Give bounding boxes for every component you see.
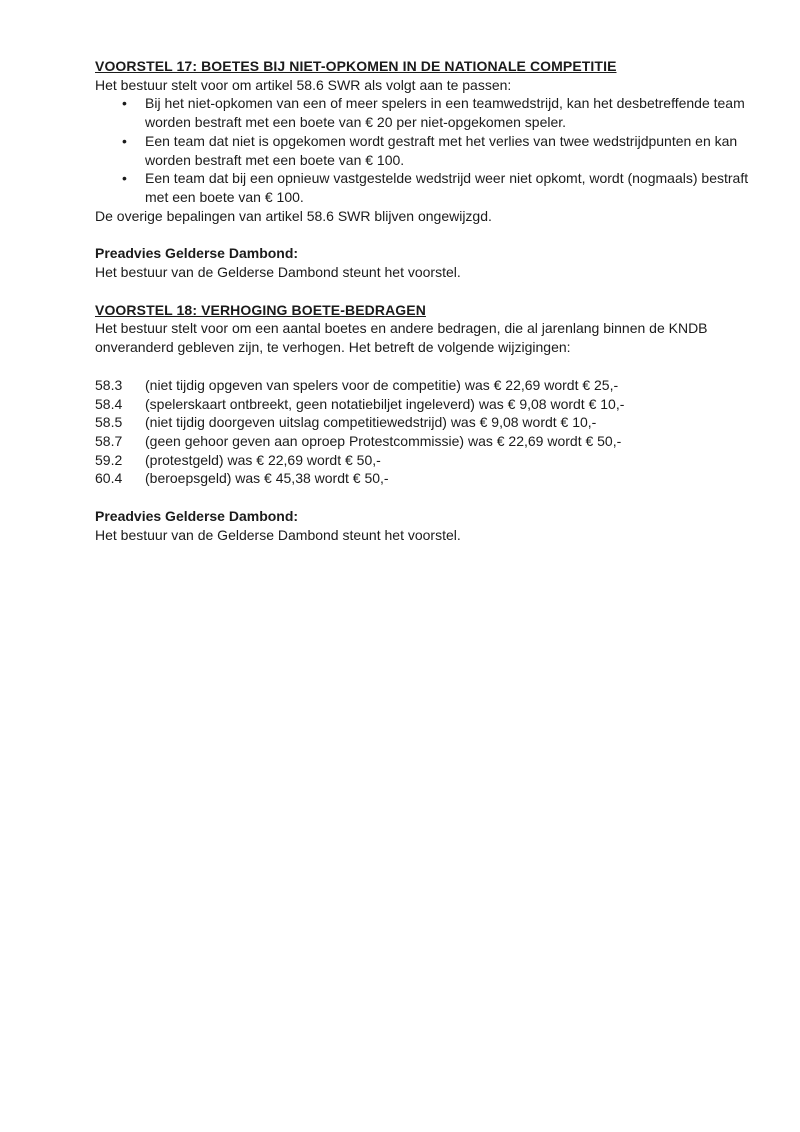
bullet-icon: • [122, 170, 127, 187]
proposal-18-advice [95, 507, 755, 544]
table-row [95, 413, 755, 432]
article-text: (niet tijdig doorgeven uitslag competitiewedstrijd) was € 9,08 wordt € 10,- [145, 414, 597, 431]
proposal-18-heading: VOORSTEL 18: VERHOGING BOETE-BEDRAGEN [95, 301, 426, 318]
article-number: 58.4 [95, 395, 123, 412]
article-number: 58.3 [95, 376, 123, 393]
proposal-17-advice [95, 244, 755, 281]
table-row [95, 432, 755, 451]
article-number: 58.7 [95, 432, 123, 449]
article-text: (niet tijdig opgeven van spelers voor de competitie) was € 22,69 wordt € 25,- [145, 376, 619, 393]
proposal-17-heading: VOORSTEL 17: BOETES BIJ NIET-OPKOMEN IN DE NATIONALE COMPETITIE [95, 58, 617, 74]
advice-heading: Preadvies Gelderse Dambond: [95, 245, 299, 262]
article-number: 60.4 [95, 470, 123, 487]
article-number: 59.2 [95, 451, 123, 468]
bullet-text: Bij het niet-opkomen van een of meer spelers in een teamwedstrijd, kan het desbetreffende team worden bestraft met een boete van € 20 per niet-opgekomen speler. [145, 95, 745, 131]
list-item [95, 169, 755, 206]
fee-change-list [95, 376, 755, 488]
section-proposal-17 [95, 57, 755, 282]
advice-text: Het bestuur van de Gelderse Dambond steunt het voorstel. [95, 526, 461, 543]
list-item [95, 94, 755, 131]
proposal-17-intro: Het bestuur stelt voor om artikel 58.6 SWR als volgt aan te passen: [95, 76, 512, 93]
proposal-17-bullet-list [95, 94, 755, 206]
advice-text: Het bestuur van de Gelderse Dambond steunt het voorstel. [95, 264, 461, 281]
bullet-icon: • [122, 95, 127, 112]
table-row [95, 469, 755, 488]
bullet-text: Een team dat niet is opgekomen wordt gestraft met het verlies van twee wedstrijdpunten en kan worden bestraft met een boete van € 100. [145, 132, 738, 168]
table-row [95, 376, 755, 395]
article-number: 58.5 [95, 414, 123, 431]
article-text: (beroepsgeld) was € 45,38 wordt € 50,- [145, 470, 389, 487]
table-row [95, 451, 755, 470]
proposal-17-closing: De overige bepalingen van artikel 58.6 SWR blijven ongewijzgd. [95, 207, 492, 224]
section-proposal-18 [95, 301, 755, 545]
advice-heading: Preadvies Gelderse Dambond: [95, 508, 299, 525]
article-text: (spelerskaart ontbreekt, geen notatiebiljet ingeleverd) was € 9,08 wordt € 10,- [145, 395, 625, 412]
article-text: (geen gehoor geven aan oproep Protestcommissie) was € 22,69 wordt € 50,- [145, 432, 622, 449]
article-text: (protestgeld) was € 22,69 wordt € 50,- [145, 451, 381, 468]
proposal-18-intro: Het bestuur stelt voor om een aantal boetes en andere bedragen, die al jarenlang binnen de KNDB onveranderd gebleven zijn, te verhogen. Het betreft de volgende wijzigingen: [95, 320, 708, 356]
list-item [95, 132, 755, 169]
bullet-icon: • [122, 132, 127, 149]
table-row [95, 395, 755, 414]
bullet-text: Een team dat bij een opnieuw vastgestelde wedstrijd weer niet opkomt, wordt (nogmaals) bestraft met een boete van € 100. [145, 170, 749, 205]
